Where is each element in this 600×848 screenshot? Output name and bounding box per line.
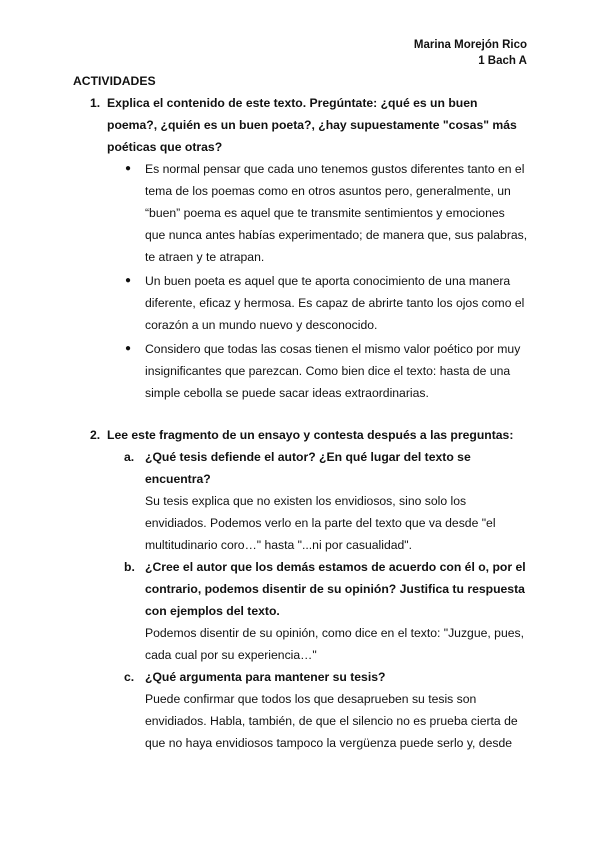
sub-answer-text: Su tesis explica que no existen los envidiosos, sino solo los envidiados. Podemos verlo en la parte del texto que va desde "el multitudinario coro…" hasta "...ni por casualidad". xyxy=(145,494,496,552)
author-name: Marina Morejón Rico xyxy=(413,39,527,51)
question-list xyxy=(73,92,528,754)
sub-question-text: ¿Qué argumenta para mantener su tesis? xyxy=(145,670,386,684)
question-number: 1. xyxy=(90,96,101,110)
question-title: Lee este fragmento de un ensayo y contesta después a las preguntas: xyxy=(107,428,514,442)
course-label: 1 Bach A xyxy=(478,55,527,67)
sub-question-letter: b. xyxy=(124,560,135,574)
list-item xyxy=(125,338,528,404)
list-item xyxy=(125,158,528,268)
question-number: 2. xyxy=(90,428,101,442)
sub-question-list xyxy=(107,446,528,754)
bullet-text: Un buen poeta es aquel que te aporta conocimiento de una manera diferente, eficaz y hermosa. Es capaz de abrirte tanto los ojos como el corazón a un mundo nuevo y desconocido. xyxy=(145,274,525,332)
bullet-icon: ● xyxy=(125,275,132,286)
document-header xyxy=(414,37,527,69)
sub-question-text: ¿Cree el autor que los demás estamos de acuerdo con él o, por el contrario, podemos disentir de su opinión? Justifica tu respuesta con ejemplos del texto. xyxy=(145,560,526,618)
sub-question-c xyxy=(124,666,528,754)
sub-answer-text: Puede confirmar que todos los que desaprueben su tesis son envidiados. Habla, también, de que el silencio no es prueba cierta de que no haya envidiosos tampoco la vergüenza puede serlo y, desde xyxy=(145,692,518,750)
sub-question-a xyxy=(124,446,528,556)
sub-question-b xyxy=(124,556,528,666)
document-body xyxy=(73,70,528,754)
bullet-text: Es normal pensar que cada uno tenemos gustos diferentes tanto en el tema de los poemas como en otros asuntos pero, generalmente, un “buen” poema es aquel que te transmite sentimientos y emociones que nunca antes habías experimentado; de manera que, sus palabras, te atraen y te atrapan. xyxy=(145,162,528,264)
sub-question-letter: a. xyxy=(124,450,135,464)
bullet-icon: ● xyxy=(125,343,132,354)
bullet-text: Considero que todas las cosas tienen el mismo valor poético por muy insignificantes que parezcan. Como bien dice el texto: hasta de una simple cebolla se puede sacar ideas extraordinarias. xyxy=(145,342,521,400)
answer-bullets xyxy=(107,158,528,404)
bullet-icon: ● xyxy=(125,163,132,174)
section-title: ACTIVIDADES xyxy=(73,74,156,88)
question-title: Explica el contenido de este texto. Pregúntate: ¿qué es un buen poema?, ¿quién es un buen poeta?, ¿hay supuestamente "cosas" más poéticas que otras? xyxy=(107,96,517,154)
sub-answer-text: Podemos disentir de su opinión, como dice en el texto: "Juzgue, pues, cada cual por su experiencia…" xyxy=(145,626,524,662)
sub-question-text: ¿Qué tesis defiende el autor? ¿En qué lugar del texto se encuentra? xyxy=(145,450,471,486)
sub-question-letter: c. xyxy=(124,670,135,684)
question-2 xyxy=(73,424,528,754)
question-1 xyxy=(73,92,528,404)
list-item xyxy=(125,270,528,336)
